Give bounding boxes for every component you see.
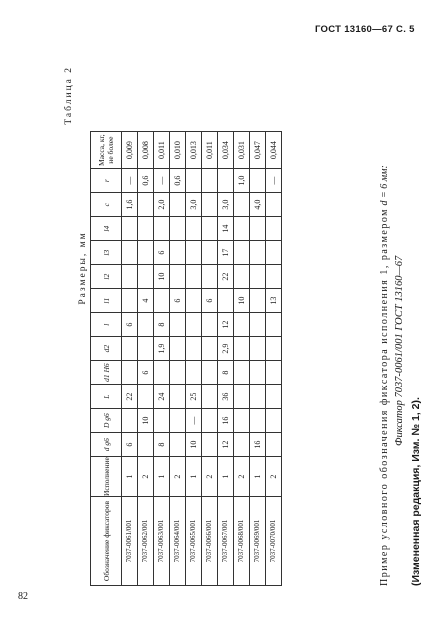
cell-l2 xyxy=(122,265,138,289)
cell-d2 xyxy=(266,337,282,361)
cell-l xyxy=(186,313,202,337)
cell-d xyxy=(170,433,186,457)
cell-l4 xyxy=(154,217,170,241)
cell-l xyxy=(170,313,186,337)
col-l2: l2 xyxy=(91,265,122,289)
cell-d2 xyxy=(186,337,202,361)
cell-l xyxy=(202,385,218,409)
cell-c: 3,0 xyxy=(186,193,202,217)
cell-variant: 1 xyxy=(218,457,234,497)
table-row xyxy=(170,132,186,586)
specification-table xyxy=(90,131,282,586)
cell-r: — xyxy=(122,169,138,193)
cell-l2: 10 xyxy=(154,265,170,289)
cell-l4 xyxy=(250,217,266,241)
cell-variant: 2 xyxy=(266,457,282,497)
table-row xyxy=(218,132,234,586)
cell-l2 xyxy=(266,265,282,289)
table-row xyxy=(154,132,170,586)
cell-designation: 7037-0062/001 xyxy=(138,497,154,586)
rotated-content xyxy=(64,66,422,586)
cell-variant: 2 xyxy=(170,457,186,497)
cell-c: 3,0 xyxy=(218,193,234,217)
cell-l3 xyxy=(266,241,282,265)
cell-r: 0,6 xyxy=(170,169,186,193)
cell-variant: 1 xyxy=(154,457,170,497)
cell-l1: 6 xyxy=(170,289,186,313)
cell-l4: 14 xyxy=(218,217,234,241)
cell-variant: 1 xyxy=(122,457,138,497)
cell-l1: 4 xyxy=(138,289,154,313)
col-variant: Исполнение xyxy=(91,457,122,497)
cell-designation: 7037-0061/001 xyxy=(122,497,138,586)
cell-d1 xyxy=(122,361,138,385)
table-row xyxy=(234,132,250,586)
cell-mass: 0,010 xyxy=(170,132,186,169)
cell-r xyxy=(202,169,218,193)
cell-l xyxy=(234,313,250,337)
cell-d1: 6 xyxy=(138,361,154,385)
cell-d xyxy=(202,433,218,457)
cell-l1 xyxy=(186,289,202,313)
cell-mass: 0,047 xyxy=(250,132,266,169)
cell-l xyxy=(250,385,266,409)
table-title: Таблица 2 xyxy=(64,66,74,125)
cell-l4 xyxy=(202,217,218,241)
table-body xyxy=(122,132,282,586)
cell-variant: 2 xyxy=(138,457,154,497)
cell-l3 xyxy=(122,241,138,265)
amendment-note: (Измененная редакция, Изм. № 1, 2). xyxy=(410,397,422,586)
cell-mass: 0,011 xyxy=(154,132,170,169)
cell-designation: 7037-0066/001 xyxy=(202,497,218,586)
cell-l xyxy=(138,313,154,337)
cell-l xyxy=(202,313,218,337)
col-l: l xyxy=(91,313,122,337)
cell-d2: 2,9 xyxy=(218,337,234,361)
cell-designation: 7037-0069/001 xyxy=(250,497,266,586)
cell-l1: 13 xyxy=(266,289,282,313)
cell-l1 xyxy=(154,289,170,313)
cell-c xyxy=(234,193,250,217)
cell-d1: 8 xyxy=(218,361,234,385)
cell-d xyxy=(250,409,266,433)
cell-d xyxy=(154,409,170,433)
cell-d: 12 xyxy=(218,433,234,457)
cell-l: 8 xyxy=(154,313,170,337)
cell-d2 xyxy=(138,337,154,361)
cell-r: — xyxy=(154,169,170,193)
cell-l3 xyxy=(250,241,266,265)
cell-d1 xyxy=(250,361,266,385)
cell-c xyxy=(138,193,154,217)
col-L: L xyxy=(91,385,122,409)
page-number: 82 xyxy=(18,591,28,602)
cell-variant: 2 xyxy=(234,457,250,497)
table-header-row xyxy=(91,132,122,586)
cell-l4 xyxy=(122,217,138,241)
cell-d: — xyxy=(186,409,202,433)
example-size: d = 6 мм: xyxy=(379,165,390,206)
col-r: r xyxy=(91,169,122,193)
cell-mass: 0,044 xyxy=(266,132,282,169)
cell-c: 2,0 xyxy=(154,193,170,217)
cell-l2 xyxy=(186,265,202,289)
cell-d1 xyxy=(170,361,186,385)
example-lead: Пример условного обозначения фиксатора исполнения 1, размером xyxy=(379,208,390,586)
cell-l xyxy=(138,385,154,409)
cell-d1 xyxy=(266,361,282,385)
cell-c xyxy=(170,193,186,217)
cell-l: 22 xyxy=(122,385,138,409)
cell-r: 0,6 xyxy=(138,169,154,193)
cell-d: 6 xyxy=(122,433,138,457)
cell-l3 xyxy=(202,241,218,265)
cell-designation: 7037-0070/001 xyxy=(266,497,282,586)
cell-l: 25 xyxy=(186,385,202,409)
col-c: c xyxy=(91,193,122,217)
cell-designation: 7037-0068/001 xyxy=(234,497,250,586)
cell-d xyxy=(234,433,250,457)
cell-d2 xyxy=(170,337,186,361)
col-designation: Обозначение фиксаторов xyxy=(91,497,122,586)
cell-d: 8 xyxy=(154,433,170,457)
cell-d1 xyxy=(234,361,250,385)
table-row xyxy=(138,132,154,586)
example-text xyxy=(379,66,390,586)
table-row xyxy=(250,132,266,586)
col-D: D g6 xyxy=(91,409,122,433)
cell-l3 xyxy=(186,241,202,265)
cell-r: 1,0 xyxy=(234,169,250,193)
cell-mass: 0,009 xyxy=(122,132,138,169)
cell-d2 xyxy=(250,337,266,361)
cell-d xyxy=(266,409,282,433)
col-d: d g6 xyxy=(91,433,122,457)
cell-c: 1,6 xyxy=(122,193,138,217)
table-row xyxy=(202,132,218,586)
cell-l: 24 xyxy=(154,385,170,409)
cell-d xyxy=(266,433,282,457)
cell-mass: 0,008 xyxy=(138,132,154,169)
cell-c: 4,0 xyxy=(250,193,266,217)
cell-l: 6 xyxy=(122,313,138,337)
cell-l3: 6 xyxy=(154,241,170,265)
cell-l xyxy=(234,385,250,409)
cell-designation: 7037-0067/001 xyxy=(218,497,234,586)
cell-mass: 0,013 xyxy=(186,132,202,169)
cell-l2 xyxy=(202,265,218,289)
cell-designation: 7037-0063/001 xyxy=(154,497,170,586)
cell-d2 xyxy=(202,337,218,361)
table-row xyxy=(122,132,138,586)
cell-l xyxy=(170,385,186,409)
cell-l1: 10 xyxy=(234,289,250,313)
cell-l4 xyxy=(234,217,250,241)
table-row xyxy=(266,132,282,586)
col-d2: d2 xyxy=(91,337,122,361)
table-row xyxy=(186,132,202,586)
cell-c xyxy=(202,193,218,217)
cell-r xyxy=(218,169,234,193)
cell-l1 xyxy=(218,289,234,313)
cell-l4 xyxy=(266,217,282,241)
cell-d xyxy=(202,409,218,433)
cell-d xyxy=(234,409,250,433)
cell-l2: 22 xyxy=(218,265,234,289)
col-l4: l4 xyxy=(91,217,122,241)
cell-r: — xyxy=(266,169,282,193)
cell-d xyxy=(170,409,186,433)
cell-mass: 0,031 xyxy=(234,132,250,169)
cell-d: 16 xyxy=(218,409,234,433)
example-formula: Фиксатор 7037-0061/001 ГОСТ 13160—67 xyxy=(394,255,405,446)
cell-l3 xyxy=(170,241,186,265)
cell-l xyxy=(250,313,266,337)
cell-l xyxy=(266,385,282,409)
col-l1: l1 xyxy=(91,289,122,313)
cell-l4 xyxy=(138,217,154,241)
cell-d2 xyxy=(234,337,250,361)
col-l3: l3 xyxy=(91,241,122,265)
cell-d1 xyxy=(202,361,218,385)
cell-designation: 7037-0065/001 xyxy=(186,497,202,586)
cell-d: 10 xyxy=(186,433,202,457)
cell-l xyxy=(266,313,282,337)
cell-d2 xyxy=(122,337,138,361)
cell-l1: 6 xyxy=(202,289,218,313)
cell-l1 xyxy=(122,289,138,313)
cell-l: 12 xyxy=(218,313,234,337)
cell-l4 xyxy=(186,217,202,241)
dimensions-title: Размеры, мм xyxy=(78,231,88,305)
cell-d: 10 xyxy=(138,409,154,433)
standard-header: ГОСТ 13160—67 С. 5 xyxy=(315,24,415,35)
cell-l2 xyxy=(250,265,266,289)
cell-d1 xyxy=(154,361,170,385)
cell-l4 xyxy=(170,217,186,241)
cell-l1 xyxy=(250,289,266,313)
cell-r xyxy=(250,169,266,193)
col-mass: Масса, кг, не более xyxy=(91,132,122,169)
cell-d1 xyxy=(186,361,202,385)
cell-l2 xyxy=(170,265,186,289)
cell-variant: 1 xyxy=(186,457,202,497)
cell-designation: 7037-0064/001 xyxy=(170,497,186,586)
cell-l: 36 xyxy=(218,385,234,409)
cell-variant: 1 xyxy=(250,457,266,497)
cell-l2 xyxy=(234,265,250,289)
cell-l3: 17 xyxy=(218,241,234,265)
cell-r xyxy=(186,169,202,193)
cell-variant: 2 xyxy=(202,457,218,497)
cell-mass: 0,011 xyxy=(202,132,218,169)
cell-mass: 0,034 xyxy=(218,132,234,169)
cell-l3 xyxy=(234,241,250,265)
cell-d xyxy=(122,409,138,433)
col-d1: d1 H6 xyxy=(91,361,122,385)
cell-d: 16 xyxy=(250,433,266,457)
cell-l2 xyxy=(138,265,154,289)
cell-d xyxy=(138,433,154,457)
cell-l3 xyxy=(138,241,154,265)
cell-d2: 1,9 xyxy=(154,337,170,361)
cell-c xyxy=(266,193,282,217)
